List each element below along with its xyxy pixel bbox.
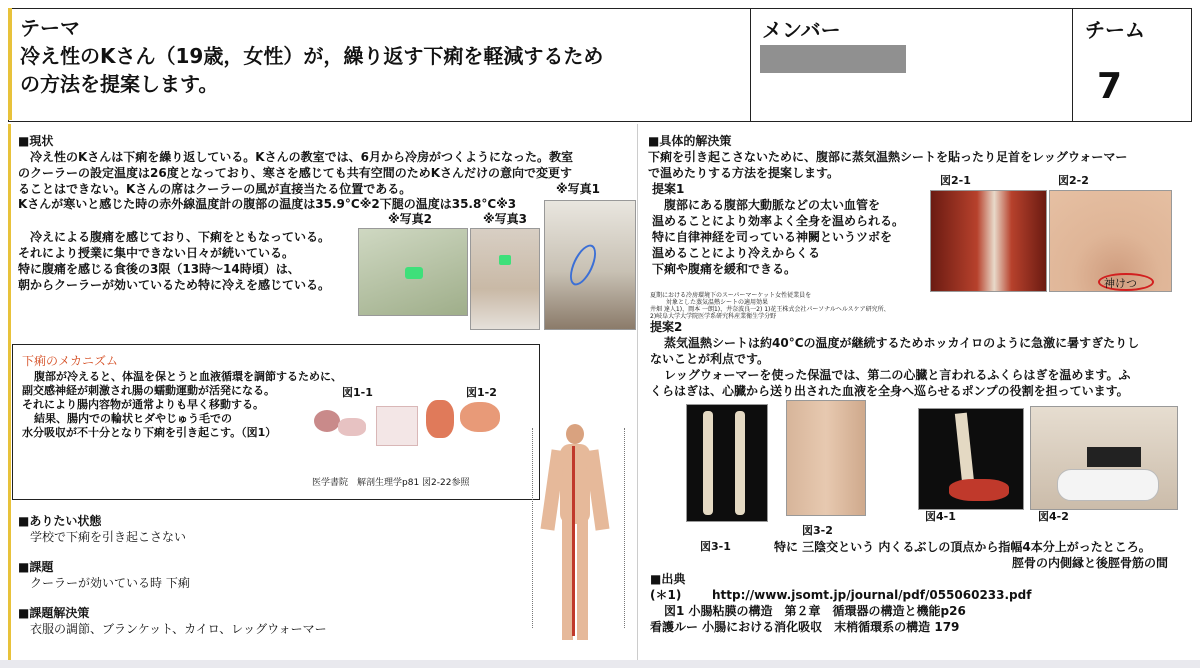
acupoint-text-2: 脛骨の内側縁と後脛骨筋の間 — [1012, 556, 1169, 570]
fig-4-2-label: 図4-2 — [1038, 510, 1069, 523]
photo-classroom — [544, 200, 636, 330]
mechanism-title: 下痢のメカニズム — [22, 354, 119, 368]
fig-4-1-label: 図4-1 — [925, 510, 956, 523]
member-label: メンバー — [762, 18, 841, 42]
mechanism-5: 水分吸収が不十分となり下痢を引き起こす。（図1） — [22, 426, 277, 439]
proposal-2-line-1: 蒸気温熱シートは約40°Cの温度が継続するためホッカイロのように急激に暑すぎたりし — [664, 336, 1140, 350]
solution-detail-heading: ■具体的解決策 — [648, 134, 732, 148]
intestine-illustration — [420, 398, 504, 442]
references-heading: ■出典 — [650, 572, 686, 586]
ref-2: 図1 小腸粘膜の構造 第２章 循環器の構造と機能p26 — [664, 604, 966, 618]
team-number: 7 — [1097, 66, 1123, 107]
left-accent — [8, 124, 11, 660]
mechanism-3: それにより腸内容物が通常よりも早く移動する。 — [22, 398, 264, 411]
issue-heading: ■課題 — [18, 560, 54, 574]
leg-warmer-photo — [1030, 406, 1178, 510]
fig-1-2-label: 図1-2 — [466, 386, 497, 399]
navel-label: 神けつ — [1104, 277, 1137, 290]
issue-text: クーラーが効いている時 下痢 — [30, 576, 190, 590]
member-name-redacted — [760, 45, 906, 73]
mechanism-4: 結果、腸内での輪状ヒダやじゅう毛での — [34, 412, 232, 425]
ankle-anatomy-illustration — [918, 408, 1024, 510]
symptom-4: 朝からクーラーが効いているため特に冷えを感じている。 — [18, 278, 331, 292]
intestine-villi-illustration — [308, 404, 370, 444]
intro-1: 下痢を引き起こさないために、腹部に蒸気温熱シートを貼ったり足首をレッグウォーマー — [648, 150, 1128, 164]
fig-1-1-label: 図1-1 — [342, 386, 373, 399]
ref-3: 看護ルー 小腸における消化吸収 末梢循環系の構造 179 — [650, 620, 960, 634]
symptom-1: 冷えによる腹痛を感じており、下痢をともなっている。 — [30, 230, 331, 244]
team-label: チーム — [1085, 18, 1145, 42]
abdominal-vessels-illustration — [930, 190, 1047, 292]
ref-small-4: 2)岐阜大学大学院医学系研究科産業衛生学分野 — [650, 313, 777, 320]
proposal-2-line-3: レッグウォーマーを使った保温では、第二の心臓と言われるふくらはぎを温めます。ふ — [664, 368, 1131, 382]
photo1-label: ※写真1 — [556, 182, 601, 196]
circulatory-system-illustration — [520, 420, 632, 648]
fig-3-2-label: 図3-2 — [802, 524, 833, 537]
mechanism-2: 副交感神経が刺激され腸の蠕動運動が活発になる。 — [22, 384, 275, 397]
leg-bones-illustration — [686, 404, 768, 522]
intro-2: で温めたりする方法を提案します。 — [648, 166, 840, 180]
solution-heading: ■課題解決策 — [18, 606, 90, 620]
theme-line-1: 冷え性のKさん（19歳，女性）が，繰り返す下痢を軽減するため — [20, 44, 604, 68]
calf-photo — [786, 400, 866, 516]
current-text-2: のクーラーの設定温度は26度となっており、寒さを感じても共有空間のためKさんだけの意向で変更す — [18, 166, 573, 180]
accent-bar — [8, 8, 12, 120]
photo-thermometer-leg — [470, 228, 540, 330]
current-text-3: ることはできない。Kさんの席はクーラーの風が直接当たる位置である。 — [18, 182, 412, 196]
proposal-1-line-3: 特に自律神経を司っている神闕というツボを — [652, 230, 893, 244]
ref-small-2: 対象とした蒸気温熱シートの適用効果 — [666, 299, 769, 306]
proposal-2-title: 提案2 — [650, 320, 683, 334]
solution-text: 衣服の調節、ブランケット、カイロ、レッグウォーマー — [30, 622, 327, 636]
symptom-2: それにより授業に集中できない日々が続いている。 — [18, 246, 295, 260]
theme-label: テーマ — [20, 16, 80, 40]
ref-small-3: 井畑 達人1)、岡本 一朗1)、井奈波良一2) 1)花王株式会社パーソナルヘルスケア研究所、 — [650, 306, 890, 313]
fig-3-1-label: 図3-1 — [700, 540, 731, 553]
acupoint-text-1: 特に 三陰交という 内くるぶしの頂点から指幅4本分上がったところ。 — [774, 540, 1151, 554]
proposal-2-line-2: ないことが利点です。 — [650, 352, 770, 366]
current-text-1: 冷え性のKさんは下痢を繰り返している。Kさんの教室では、6月から冷房がつくようになった。教室 — [30, 150, 573, 164]
navel-photo — [1049, 190, 1172, 292]
fig-2-1-label: 図2-1 — [940, 174, 971, 187]
proposal-1-line-2: 温めることにより効率よく全身を温められる。 — [652, 214, 905, 228]
ideal-heading: ■ありたい状態 — [18, 514, 102, 528]
ref-1-url: http://www.jsomt.jp/journal/pdf/055060233.pdf — [712, 588, 1032, 602]
proposal-1-line-4: 温めることにより冷えからくる — [652, 246, 821, 260]
proposal-1-line-1: 腹部にある腹部大動脈などの太い血管を — [664, 198, 881, 212]
mechanism-1: 腹部が冷えると、体温を保とうと血液循環を調節するために、 — [34, 370, 342, 383]
photo3-label: ※写真3 — [483, 212, 528, 226]
photo2-label: ※写真2 — [388, 212, 433, 226]
mechanism-source: 医学書院 解剖生理学p81 図2-22参照 — [312, 478, 470, 488]
proposal-1-line-5: 下痢や腹痛を緩和できる。 — [652, 262, 797, 276]
proposal-1-title: 提案1 — [652, 182, 685, 196]
mucosa-illustration — [376, 406, 418, 446]
current-text-4: Kさんが寒いと感じた時の赤外線温度計の腹部の温度は35.9°C※2下腿の温度は35.8°C※3 — [18, 197, 517, 211]
fig-2-2-label: 図2-2 — [1058, 174, 1089, 187]
theme-line-2: の方法を提案します。 — [20, 72, 219, 96]
current-heading: ■現状 — [18, 134, 54, 148]
ref-1-mark: (＊1) — [650, 588, 682, 602]
bottom-scrollbar[interactable] — [0, 660, 1200, 668]
symptom-3: 特に腹痛を感じる食後の3限（13時〜14時頃）は、 — [18, 262, 300, 276]
photo-thermometer-abdomen — [358, 228, 468, 316]
ideal-text: 学校で下痢を引き起こさない — [30, 530, 187, 544]
ref-small-1: 夏期における冷房環境下のスーパーマーケット女性従業員を — [650, 292, 812, 299]
proposal-2-line-4: くらはぎは、心臓から送り出された血液を全身へ巡らせるポンプの役割を担っています。 — [650, 384, 1129, 398]
